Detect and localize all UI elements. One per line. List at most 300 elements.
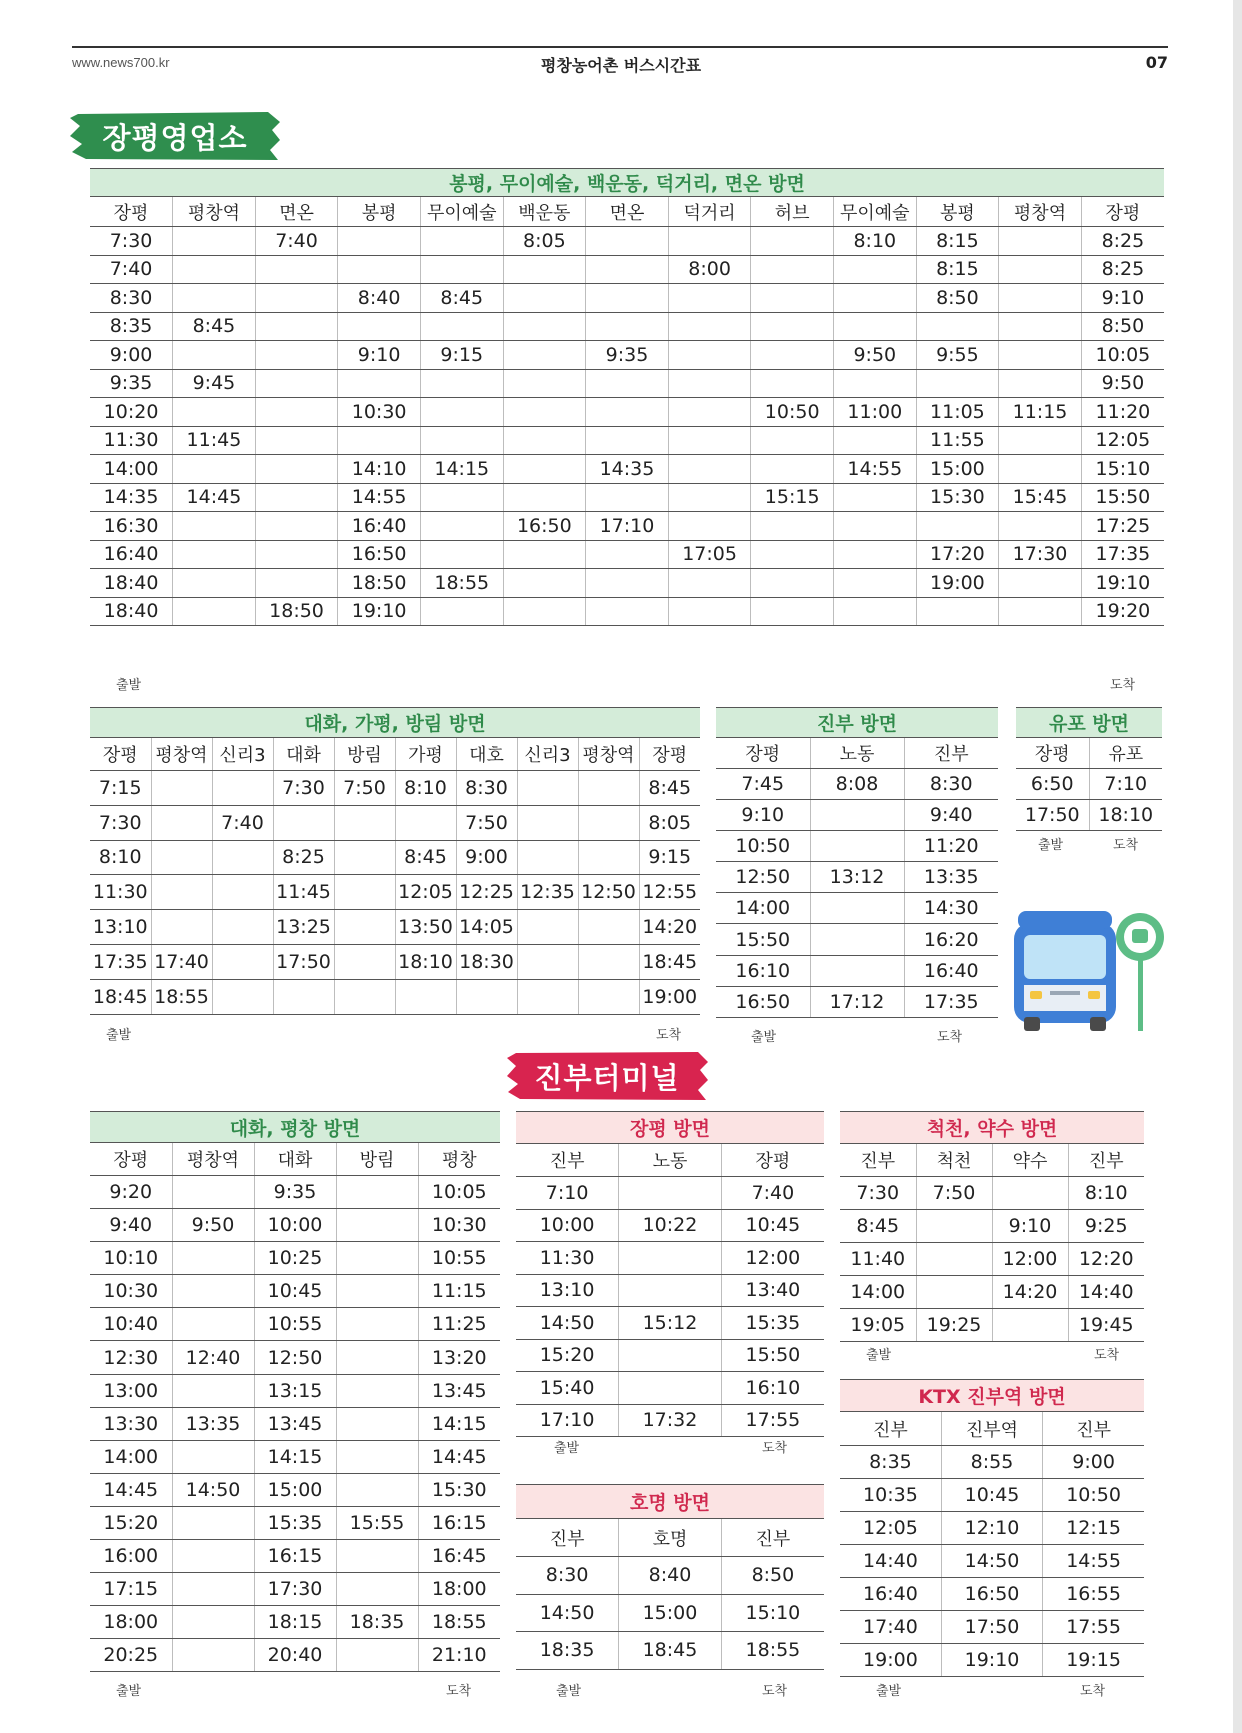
time-cell: 18:40 bbox=[90, 569, 173, 598]
time-cell: 12:05 bbox=[1081, 426, 1164, 455]
t3-header-cell: 노동 bbox=[810, 738, 904, 769]
time-cell: 11:40 bbox=[840, 1243, 916, 1276]
time-cell: 13:10 bbox=[516, 1274, 619, 1307]
time-cell: 14:30 bbox=[904, 893, 998, 924]
t4-header-cell: 유포 bbox=[1089, 738, 1162, 769]
time-cell: 7:40 bbox=[90, 255, 173, 284]
t1-header-cell: 면온 bbox=[586, 197, 669, 227]
time-cell: 19:15 bbox=[1043, 1644, 1144, 1677]
time-cell: 15:10 bbox=[721, 1594, 824, 1632]
time-cell bbox=[336, 1440, 418, 1473]
time-cell bbox=[273, 805, 334, 840]
time-cell bbox=[810, 800, 904, 831]
time-cell bbox=[833, 569, 916, 598]
t1-header-cell: 덕거리 bbox=[668, 197, 751, 227]
time-cell: 7:30 bbox=[273, 771, 334, 806]
time-cell bbox=[173, 341, 256, 370]
time-cell bbox=[503, 483, 586, 512]
table-row bbox=[840, 1644, 1144, 1677]
time-cell bbox=[992, 1309, 1068, 1342]
time-cell: 17:20 bbox=[916, 540, 999, 569]
time-cell: 9:40 bbox=[90, 1209, 172, 1242]
time-cell: 9:45 bbox=[173, 369, 256, 398]
time-cell bbox=[916, 1243, 992, 1276]
time-cell: 18:00 bbox=[90, 1606, 172, 1639]
time-cell: 9:10 bbox=[1081, 284, 1164, 313]
time-cell: 9:00 bbox=[90, 341, 173, 370]
t6-header-cell: 진부 bbox=[516, 1144, 619, 1177]
time-cell bbox=[999, 312, 1082, 341]
time-cell: 20:40 bbox=[254, 1639, 336, 1672]
time-cell bbox=[255, 341, 338, 370]
time-cell bbox=[503, 312, 586, 341]
time-cell: 10:50 bbox=[716, 831, 810, 862]
time-cell: 8:30 bbox=[456, 771, 517, 806]
time-cell bbox=[833, 512, 916, 541]
time-cell: 17:05 bbox=[668, 540, 751, 569]
time-cell: 16:50 bbox=[503, 512, 586, 541]
time-cell: 8:00 bbox=[668, 255, 751, 284]
time-cell: 18:50 bbox=[255, 597, 338, 626]
time-cell bbox=[916, 1276, 992, 1309]
time-cell bbox=[172, 1242, 254, 1275]
header-url[interactable]: www.news700.kr bbox=[72, 55, 170, 70]
time-cell: 12:50 bbox=[716, 862, 810, 893]
time-cell bbox=[619, 1339, 722, 1372]
t8-caption-row bbox=[840, 1112, 1144, 1144]
table-row bbox=[840, 1309, 1144, 1342]
time-cell: 9:50 bbox=[1081, 369, 1164, 398]
header-rule bbox=[72, 46, 1168, 48]
time-cell bbox=[999, 255, 1082, 284]
time-cell: 8:10 bbox=[395, 771, 456, 806]
t4-header-row bbox=[1016, 738, 1162, 769]
table-row bbox=[90, 369, 1164, 398]
table-row bbox=[90, 979, 700, 1014]
table-row bbox=[840, 1446, 1144, 1479]
time-cell: 17:55 bbox=[1043, 1611, 1144, 1644]
time-cell: 11:30 bbox=[90, 426, 173, 455]
table-jangpyeong-yupo bbox=[1016, 707, 1162, 831]
time-cell bbox=[395, 979, 456, 1014]
time-cell: 8:45 bbox=[840, 1210, 916, 1243]
page-edge-shadow bbox=[1233, 0, 1242, 1733]
t6-header-cell: 장평 bbox=[721, 1144, 824, 1177]
time-cell bbox=[173, 455, 256, 484]
time-cell: 16:20 bbox=[904, 924, 998, 955]
t7-arrive-label: 도착 bbox=[762, 1684, 788, 1699]
time-cell bbox=[586, 540, 669, 569]
time-cell: 9:35 bbox=[586, 341, 669, 370]
t4-caption-row bbox=[1016, 708, 1162, 738]
time-cell bbox=[172, 1374, 254, 1407]
table-row bbox=[840, 1177, 1144, 1210]
time-cell bbox=[173, 597, 256, 626]
time-cell bbox=[833, 597, 916, 626]
time-cell: 13:40 bbox=[721, 1274, 824, 1307]
time-cell: 10:20 bbox=[90, 398, 173, 427]
table-jinbu-ktx bbox=[840, 1379, 1144, 1677]
time-cell: 14:00 bbox=[716, 893, 810, 924]
t9-depart-label: 출발 bbox=[876, 1684, 902, 1699]
time-cell: 13:00 bbox=[90, 1374, 172, 1407]
t8-title: 척천, 약수 방면 bbox=[840, 1112, 1144, 1144]
t1-header-cell: 면온 bbox=[255, 197, 338, 227]
time-cell: 15:20 bbox=[90, 1506, 172, 1539]
time-cell bbox=[173, 540, 256, 569]
time-cell: 16:40 bbox=[338, 512, 421, 541]
time-cell bbox=[517, 910, 578, 945]
t6-arrive-label: 도착 bbox=[762, 1441, 788, 1456]
time-cell: 11:55 bbox=[916, 426, 999, 455]
time-cell: 12:00 bbox=[721, 1242, 824, 1275]
time-cell bbox=[999, 597, 1082, 626]
t3-arrive-label: 도착 bbox=[937, 1030, 963, 1045]
time-cell: 19:00 bbox=[639, 979, 700, 1014]
time-cell bbox=[619, 1274, 722, 1307]
time-cell: 8:45 bbox=[395, 840, 456, 875]
table-row bbox=[840, 1276, 1144, 1309]
time-cell bbox=[833, 284, 916, 313]
table-row bbox=[90, 944, 700, 979]
time-cell bbox=[916, 369, 999, 398]
time-cell: 14:20 bbox=[639, 910, 700, 945]
table-row bbox=[90, 1242, 500, 1275]
time-cell bbox=[336, 1473, 418, 1506]
table-row bbox=[90, 483, 1164, 512]
t8-depart-label: 출발 bbox=[866, 1348, 892, 1363]
time-cell: 15:40 bbox=[516, 1372, 619, 1405]
time-cell bbox=[751, 540, 834, 569]
time-cell bbox=[586, 369, 669, 398]
t7-header-row bbox=[516, 1519, 824, 1557]
time-cell bbox=[212, 910, 273, 945]
time-cell: 17:40 bbox=[151, 944, 212, 979]
time-cell bbox=[999, 426, 1082, 455]
time-cell bbox=[999, 512, 1082, 541]
table-row bbox=[90, 227, 1164, 256]
time-cell: 11:30 bbox=[516, 1242, 619, 1275]
table-row bbox=[516, 1177, 824, 1210]
time-cell bbox=[517, 771, 578, 806]
t1-header-cell: 장평 bbox=[1081, 197, 1164, 227]
time-cell bbox=[336, 1176, 418, 1209]
table-row bbox=[516, 1242, 824, 1275]
time-cell bbox=[151, 910, 212, 945]
time-cell bbox=[172, 1639, 254, 1672]
time-cell: 10:00 bbox=[254, 1209, 336, 1242]
time-cell: 16:10 bbox=[721, 1372, 824, 1405]
time-cell: 14:55 bbox=[833, 455, 916, 484]
time-cell: 15:35 bbox=[721, 1307, 824, 1340]
table-row bbox=[90, 875, 700, 910]
time-cell bbox=[336, 1374, 418, 1407]
time-cell: 10:22 bbox=[619, 1209, 722, 1242]
t9-arrive-label: 도착 bbox=[1080, 1684, 1106, 1699]
time-cell bbox=[916, 512, 999, 541]
table-row bbox=[90, 426, 1164, 455]
t1-depart-label: 출발 bbox=[116, 678, 142, 693]
time-cell: 21:10 bbox=[418, 1639, 500, 1672]
time-cell: 8:10 bbox=[90, 840, 151, 875]
time-cell: 8:10 bbox=[1068, 1177, 1144, 1210]
table-row bbox=[716, 800, 998, 831]
time-cell bbox=[751, 512, 834, 541]
time-cell bbox=[338, 369, 421, 398]
time-cell: 16:50 bbox=[338, 540, 421, 569]
table-row bbox=[516, 1594, 824, 1632]
time-cell bbox=[578, 979, 639, 1014]
time-cell: 13:50 bbox=[395, 910, 456, 945]
table-row bbox=[516, 1307, 824, 1340]
time-cell: 8:30 bbox=[516, 1557, 619, 1595]
time-cell bbox=[273, 979, 334, 1014]
time-cell bbox=[619, 1177, 722, 1210]
time-cell: 19:05 bbox=[840, 1309, 916, 1342]
time-cell bbox=[668, 284, 751, 313]
time-cell: 9:10 bbox=[338, 341, 421, 370]
table-row bbox=[90, 398, 1164, 427]
t5-caption-row bbox=[90, 1112, 500, 1143]
time-cell bbox=[578, 944, 639, 979]
t4-arrive-label: 도착 bbox=[1113, 838, 1139, 853]
time-cell: 7:40 bbox=[255, 227, 338, 256]
time-cell bbox=[586, 312, 669, 341]
time-cell: 8:08 bbox=[810, 769, 904, 800]
time-cell bbox=[517, 840, 578, 875]
time-cell bbox=[517, 979, 578, 1014]
time-cell bbox=[668, 455, 751, 484]
time-cell bbox=[503, 569, 586, 598]
time-cell: 17:32 bbox=[619, 1404, 722, 1437]
time-cell bbox=[151, 875, 212, 910]
time-cell: 12:35 bbox=[517, 875, 578, 910]
table-row bbox=[90, 910, 700, 945]
time-cell: 8:30 bbox=[904, 769, 998, 800]
time-cell bbox=[336, 1573, 418, 1606]
time-cell bbox=[586, 284, 669, 313]
time-cell: 13:35 bbox=[904, 862, 998, 893]
time-cell: 8:40 bbox=[619, 1557, 722, 1595]
time-cell: 9:35 bbox=[90, 369, 173, 398]
time-cell bbox=[810, 955, 904, 986]
t2-header-cell: 대호 bbox=[456, 738, 517, 771]
time-cell bbox=[833, 369, 916, 398]
t2-arrive-label: 도착 bbox=[656, 1028, 682, 1043]
time-cell: 9:20 bbox=[90, 1176, 172, 1209]
table-row bbox=[90, 1473, 500, 1506]
table-row bbox=[90, 840, 700, 875]
time-cell bbox=[336, 1275, 418, 1308]
t8-arrive-label: 도착 bbox=[1094, 1348, 1120, 1363]
time-cell bbox=[751, 341, 834, 370]
time-cell: 8:25 bbox=[1081, 227, 1164, 256]
time-cell: 14:15 bbox=[418, 1407, 500, 1440]
time-cell: 12:05 bbox=[840, 1512, 941, 1545]
time-cell: 14:00 bbox=[840, 1276, 916, 1309]
time-cell: 11:05 bbox=[916, 398, 999, 427]
time-cell bbox=[503, 398, 586, 427]
t2-header-cell: 가평 bbox=[395, 738, 456, 771]
time-cell: 8:25 bbox=[273, 840, 334, 875]
time-cell: 16:55 bbox=[1043, 1578, 1144, 1611]
time-cell: 13:20 bbox=[418, 1341, 500, 1374]
time-cell bbox=[578, 805, 639, 840]
time-cell bbox=[586, 597, 669, 626]
time-cell: 15:00 bbox=[619, 1594, 722, 1632]
time-cell: 17:35 bbox=[1081, 540, 1164, 569]
t1-header-cell: 무이예술 bbox=[420, 197, 503, 227]
time-cell bbox=[172, 1540, 254, 1573]
time-cell bbox=[586, 255, 669, 284]
time-cell: 14:45 bbox=[173, 483, 256, 512]
time-cell: 12:05 bbox=[395, 875, 456, 910]
time-cell: 11:15 bbox=[999, 398, 1082, 427]
time-cell bbox=[212, 840, 273, 875]
t5-header-cell: 대화 bbox=[254, 1143, 336, 1176]
time-cell: 16:15 bbox=[418, 1506, 500, 1539]
time-cell: 15:00 bbox=[916, 455, 999, 484]
table-row bbox=[516, 1372, 824, 1405]
t7-title: 호명 방면 bbox=[516, 1485, 824, 1519]
time-cell: 14:55 bbox=[338, 483, 421, 512]
t6-header-cell: 노동 bbox=[619, 1144, 722, 1177]
time-cell: 8:30 bbox=[90, 284, 173, 313]
time-cell bbox=[255, 284, 338, 313]
t1-header-cell: 장평 bbox=[90, 197, 173, 227]
time-cell bbox=[334, 875, 395, 910]
t2-header-cell: 대화 bbox=[273, 738, 334, 771]
time-cell bbox=[751, 284, 834, 313]
time-cell bbox=[586, 569, 669, 598]
table-jinbu-jangpyeong bbox=[516, 1111, 824, 1437]
time-cell: 19:00 bbox=[840, 1644, 941, 1677]
table-row bbox=[90, 1573, 500, 1606]
t5-header-row bbox=[90, 1143, 500, 1176]
time-cell: 9:50 bbox=[172, 1209, 254, 1242]
time-cell: 8:25 bbox=[1081, 255, 1164, 284]
time-cell: 8:50 bbox=[1081, 312, 1164, 341]
time-cell: 16:40 bbox=[840, 1578, 941, 1611]
time-cell bbox=[420, 398, 503, 427]
time-cell: 18:45 bbox=[639, 944, 700, 979]
table-row bbox=[516, 1339, 824, 1372]
table-jinbu-daehwa bbox=[90, 1111, 500, 1672]
time-cell bbox=[334, 910, 395, 945]
time-cell bbox=[255, 483, 338, 512]
t5-header-cell: 평창 bbox=[418, 1143, 500, 1176]
section-title-jangpyeong: 장평영업소 bbox=[102, 120, 248, 155]
time-cell bbox=[255, 255, 338, 284]
time-cell: 15:45 bbox=[999, 483, 1082, 512]
time-cell: 14:50 bbox=[516, 1594, 619, 1632]
table-jinbu-homyeong bbox=[516, 1484, 824, 1670]
time-cell: 8:45 bbox=[420, 284, 503, 313]
t5-header-cell: 평창역 bbox=[172, 1143, 254, 1176]
t3-depart-label: 출발 bbox=[751, 1030, 777, 1045]
table-row bbox=[90, 1639, 500, 1672]
t6-caption-row bbox=[516, 1112, 824, 1144]
time-cell: 16:50 bbox=[716, 986, 810, 1017]
table-row bbox=[90, 341, 1164, 370]
table-row bbox=[516, 1274, 824, 1307]
time-cell bbox=[586, 426, 669, 455]
time-cell bbox=[833, 483, 916, 512]
time-cell: 12:30 bbox=[90, 1341, 172, 1374]
time-cell: 15:50 bbox=[721, 1339, 824, 1372]
time-cell bbox=[751, 597, 834, 626]
table-jangpyeong-daehwa bbox=[90, 707, 700, 1015]
time-cell bbox=[173, 398, 256, 427]
time-cell: 17:50 bbox=[941, 1611, 1042, 1644]
table-row bbox=[840, 1545, 1144, 1578]
time-cell bbox=[173, 227, 256, 256]
time-cell: 18:45 bbox=[619, 1632, 722, 1670]
time-cell: 13:25 bbox=[273, 910, 334, 945]
time-cell bbox=[212, 771, 273, 806]
table-row bbox=[90, 1341, 500, 1374]
time-cell bbox=[172, 1275, 254, 1308]
table-row bbox=[90, 455, 1164, 484]
time-cell: 10:00 bbox=[516, 1209, 619, 1242]
time-cell: 17:35 bbox=[90, 944, 151, 979]
time-cell: 8:05 bbox=[503, 227, 586, 256]
t1-arrive-label: 도착 bbox=[1110, 678, 1136, 693]
time-cell: 18:55 bbox=[418, 1606, 500, 1639]
time-cell: 18:55 bbox=[151, 979, 212, 1014]
t1-header-cell: 평창역 bbox=[999, 197, 1082, 227]
time-cell: 13:45 bbox=[418, 1374, 500, 1407]
time-cell: 10:05 bbox=[418, 1176, 500, 1209]
time-cell bbox=[336, 1341, 418, 1374]
time-cell: 17:50 bbox=[273, 944, 334, 979]
time-cell: 11:45 bbox=[273, 875, 334, 910]
time-cell: 12:10 bbox=[941, 1512, 1042, 1545]
time-cell bbox=[586, 483, 669, 512]
t2-header-cell: 장평 bbox=[639, 738, 700, 771]
time-cell: 15:15 bbox=[751, 483, 834, 512]
time-cell: 18:35 bbox=[516, 1632, 619, 1670]
time-cell: 14:35 bbox=[586, 455, 669, 484]
time-cell: 13:15 bbox=[254, 1374, 336, 1407]
time-cell bbox=[151, 771, 212, 806]
time-cell bbox=[173, 569, 256, 598]
table-row bbox=[1016, 769, 1162, 800]
table-row bbox=[90, 284, 1164, 313]
time-cell: 18:55 bbox=[420, 569, 503, 598]
time-cell bbox=[420, 426, 503, 455]
time-cell bbox=[255, 512, 338, 541]
time-cell: 15:10 bbox=[1081, 455, 1164, 484]
time-cell: 7:10 bbox=[1089, 769, 1162, 800]
time-cell bbox=[338, 312, 421, 341]
t9-caption-row bbox=[840, 1380, 1144, 1412]
time-cell: 9:35 bbox=[254, 1176, 336, 1209]
table-row bbox=[516, 1209, 824, 1242]
time-cell bbox=[336, 1242, 418, 1275]
time-cell bbox=[338, 255, 421, 284]
time-cell bbox=[668, 341, 751, 370]
time-cell: 13:45 bbox=[254, 1407, 336, 1440]
table-row bbox=[90, 1308, 500, 1341]
time-cell: 18:00 bbox=[418, 1573, 500, 1606]
table-row bbox=[90, 540, 1164, 569]
time-cell bbox=[503, 284, 586, 313]
table-jangpyeong-bongpyeong bbox=[90, 168, 1164, 626]
time-cell bbox=[810, 893, 904, 924]
time-cell: 16:40 bbox=[90, 540, 173, 569]
time-cell bbox=[503, 455, 586, 484]
